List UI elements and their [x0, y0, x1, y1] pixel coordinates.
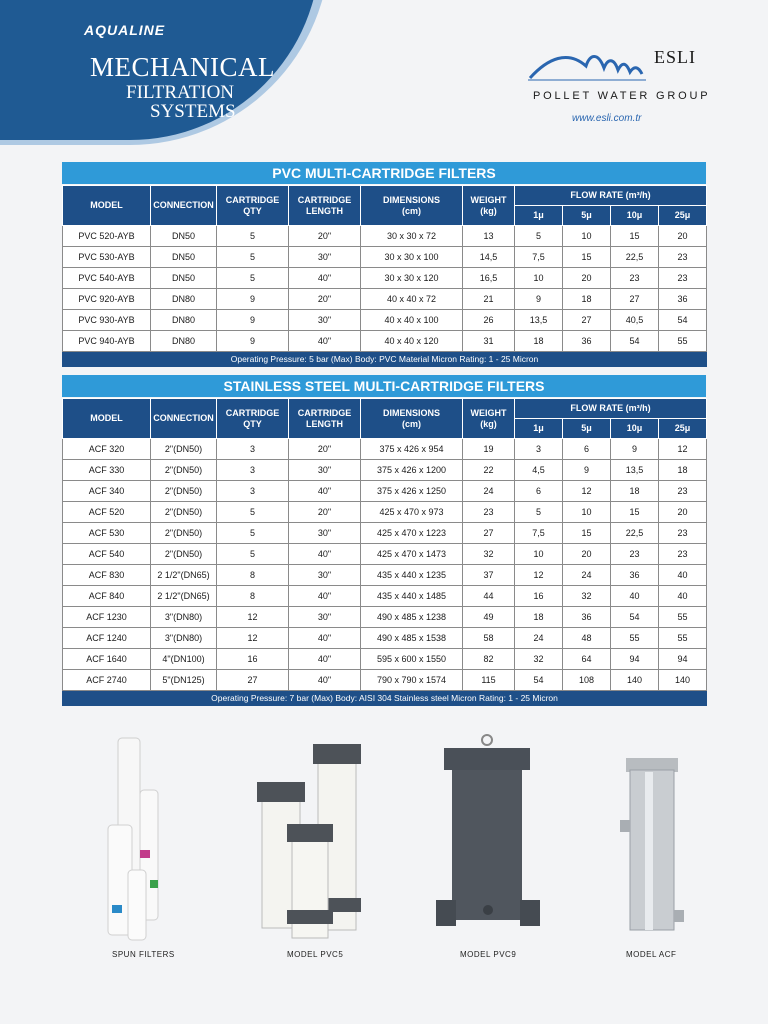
cell-flow-25u: 140 — [659, 670, 707, 691]
col-flow-10u: 10μ — [611, 419, 659, 439]
cell-cartridge-length: 40" — [289, 481, 361, 502]
cell-cartridge-length: 40" — [289, 649, 361, 670]
esli-wave-icon — [528, 44, 648, 84]
table-row — [63, 502, 707, 523]
ss-table-footer: Operating Pressure: 7 bar (Max) Body: AISI 304 Stainless steel Micron Rating: 1 - 25 Micron — [63, 691, 707, 706]
cell-model: ACF 520 — [63, 502, 151, 523]
pvc-filters-table — [62, 185, 707, 367]
cell-dimensions: 425 x 470 x 1223 — [361, 523, 463, 544]
col-weight: WEIGHT (kg) — [463, 186, 515, 226]
cell-cartridge-qty: 9 — [217, 310, 289, 331]
cell-model: ACF 320 — [63, 439, 151, 460]
cell-cartridge-qty: 5 — [217, 523, 289, 544]
cell-weight: 32 — [463, 544, 515, 565]
cell-cartridge-length: 40" — [289, 670, 361, 691]
ss-filters-table — [62, 398, 707, 706]
cell-flow-25u: 20 — [659, 502, 707, 523]
cell-flow-5u: 108 — [563, 670, 611, 691]
cell-flow-25u: 12 — [659, 439, 707, 460]
col-flow-5u: 5μ — [563, 419, 611, 439]
model-acf-image — [620, 758, 684, 930]
cell-flow-5u: 24 — [563, 565, 611, 586]
table-row — [63, 628, 707, 649]
cell-flow-5u: 15 — [563, 247, 611, 268]
cell-model: ACF 2740 — [63, 670, 151, 691]
col-cartridge-qty: CARTRIDGE QTY — [217, 399, 289, 439]
table-row — [63, 670, 707, 691]
cell-connection: DN80 — [151, 289, 217, 310]
cell-flow-10u: 13,5 — [611, 460, 659, 481]
cell-weight: 23 — [463, 502, 515, 523]
cell-flow-10u: 18 — [611, 481, 659, 502]
cell-flow-25u: 36 — [659, 289, 707, 310]
model-pvc9-image — [436, 735, 540, 926]
cell-connection: 2 1/2"(DN65) — [151, 565, 217, 586]
cell-model: ACF 1640 — [63, 649, 151, 670]
col-flow-1u: 1μ — [515, 206, 563, 226]
cell-cartridge-qty: 5 — [217, 247, 289, 268]
cell-flow-10u: 27 — [611, 289, 659, 310]
pvc-table-footer: Operating Pressure: 5 bar (Max) Body: PVC Material Micron Rating: 1 - 25 Micron — [63, 352, 707, 367]
cell-cartridge-qty: 12 — [217, 607, 289, 628]
table-row — [63, 586, 707, 607]
col-cartridge-qty: CARTRIDGE QTY — [217, 186, 289, 226]
cell-flow-5u: 32 — [563, 586, 611, 607]
cell-flow-10u: 54 — [611, 607, 659, 628]
cell-connection: 2"(DN50) — [151, 460, 217, 481]
cell-model: ACF 340 — [63, 481, 151, 502]
cell-flow-1u: 5 — [515, 226, 563, 247]
cell-flow-25u: 23 — [659, 544, 707, 565]
spun-filters-image — [108, 738, 158, 940]
cell-cartridge-qty: 8 — [217, 565, 289, 586]
website-link[interactable]: www.esli.com.tr — [572, 113, 642, 124]
cell-weight: 26 — [463, 310, 515, 331]
cell-flow-1u: 54 — [515, 670, 563, 691]
col-cartridge-length: CARTRIDGE LENGTH — [289, 399, 361, 439]
cell-flow-1u: 3 — [515, 439, 563, 460]
cell-flow-10u: 15 — [611, 502, 659, 523]
cell-flow-10u: 140 — [611, 670, 659, 691]
cell-flow-5u: 6 — [563, 439, 611, 460]
cell-cartridge-qty: 5 — [217, 226, 289, 247]
cell-connection: 2"(DN50) — [151, 544, 217, 565]
cell-dimensions: 40 x 40 x 120 — [361, 331, 463, 352]
cell-dimensions: 490 x 485 x 1538 — [361, 628, 463, 649]
caption-spun-filters: SPUN FILTERS — [112, 950, 175, 959]
cell-flow-25u: 55 — [659, 628, 707, 649]
cell-flow-10u: 23 — [611, 268, 659, 289]
cell-flow-1u: 18 — [515, 331, 563, 352]
cell-flow-1u: 10 — [515, 544, 563, 565]
model-pvc5-image — [257, 744, 361, 938]
cell-flow-10u: 9 — [611, 439, 659, 460]
cell-weight: 21 — [463, 289, 515, 310]
cell-model: ACF 1240 — [63, 628, 151, 649]
cell-weight: 58 — [463, 628, 515, 649]
cell-dimensions: 30 x 30 x 72 — [361, 226, 463, 247]
cell-dimensions: 435 x 440 x 1485 — [361, 586, 463, 607]
cell-flow-1u: 10 — [515, 268, 563, 289]
cell-model: PVC 930-AYB — [63, 310, 151, 331]
table-row — [63, 331, 707, 352]
cell-model: ACF 530 — [63, 523, 151, 544]
cell-cartridge-qty: 5 — [217, 544, 289, 565]
cell-flow-1u: 9 — [515, 289, 563, 310]
cell-model: ACF 540 — [63, 544, 151, 565]
cell-weight: 44 — [463, 586, 515, 607]
cell-flow-5u: 18 — [563, 289, 611, 310]
cell-cartridge-length: 30" — [289, 460, 361, 481]
cell-connection: 3"(DN80) — [151, 628, 217, 649]
cell-flow-25u: 18 — [659, 460, 707, 481]
cell-dimensions: 490 x 485 x 1238 — [361, 607, 463, 628]
cell-flow-5u: 27 — [563, 310, 611, 331]
cell-dimensions: 595 x 600 x 1550 — [361, 649, 463, 670]
cell-flow-10u: 15 — [611, 226, 659, 247]
col-model: MODEL — [63, 399, 151, 439]
cell-connection: 2"(DN50) — [151, 439, 217, 460]
cell-model: PVC 530-AYB — [63, 247, 151, 268]
cell-model: ACF 1230 — [63, 607, 151, 628]
table-row — [63, 289, 707, 310]
col-dimensions: DIMENSIONS (cm) — [361, 186, 463, 226]
cell-flow-1u: 18 — [515, 607, 563, 628]
cell-flow-10u: 23 — [611, 544, 659, 565]
cell-connection: DN50 — [151, 268, 217, 289]
cell-cartridge-length: 40" — [289, 331, 361, 352]
cell-cartridge-qty: 3 — [217, 481, 289, 502]
cell-model: PVC 520-AYB — [63, 226, 151, 247]
col-flow-25u: 25μ — [659, 206, 707, 226]
col-connection: CONNECTION — [151, 186, 217, 226]
cell-flow-5u: 10 — [563, 226, 611, 247]
cell-flow-10u: 36 — [611, 565, 659, 586]
cell-cartridge-qty: 5 — [217, 268, 289, 289]
cell-model: ACF 840 — [63, 586, 151, 607]
cell-cartridge-qty: 3 — [217, 460, 289, 481]
cell-cartridge-qty: 16 — [217, 649, 289, 670]
product-illustrations — [0, 730, 768, 950]
cell-flow-1u: 6 — [515, 481, 563, 502]
pvc-table-title: PVC MULTI-CARTRIDGE FILTERS — [62, 162, 706, 184]
table-row — [63, 268, 707, 289]
cell-flow-1u: 12 — [515, 565, 563, 586]
cell-cartridge-length: 30" — [289, 565, 361, 586]
col-weight: WEIGHT (kg) — [463, 399, 515, 439]
caption-model-acf: MODEL ACF — [626, 950, 677, 959]
table-row — [63, 649, 707, 670]
cell-flow-1u: 13,5 — [515, 310, 563, 331]
col-flow-25u: 25μ — [659, 419, 707, 439]
cell-flow-5u: 10 — [563, 502, 611, 523]
cell-flow-5u: 20 — [563, 268, 611, 289]
cell-dimensions: 40 x 40 x 100 — [361, 310, 463, 331]
table-row — [63, 607, 707, 628]
cell-flow-10u: 22,5 — [611, 247, 659, 268]
cell-flow-25u: 94 — [659, 649, 707, 670]
company-name: ESLI — [654, 47, 696, 67]
cell-flow-25u: 55 — [659, 607, 707, 628]
cell-dimensions: 425 x 470 x 1473 — [361, 544, 463, 565]
cell-cartridge-qty: 5 — [217, 502, 289, 523]
cell-cartridge-length: 20" — [289, 502, 361, 523]
cell-cartridge-qty: 27 — [217, 670, 289, 691]
table-row — [63, 523, 707, 544]
table-row — [63, 310, 707, 331]
col-model: MODEL — [63, 186, 151, 226]
cell-cartridge-length: 30" — [289, 523, 361, 544]
ss-table-title: STAINLESS STEEL MULTI-CARTRIDGE FILTERS — [62, 375, 706, 397]
table-row — [63, 481, 707, 502]
cell-flow-25u: 23 — [659, 247, 707, 268]
cell-cartridge-length: 40" — [289, 586, 361, 607]
cell-flow-10u: 40 — [611, 586, 659, 607]
cell-cartridge-length: 30" — [289, 310, 361, 331]
cell-model: PVC 920-AYB — [63, 289, 151, 310]
col-flow-rate: FLOW RATE (m³/h) — [515, 399, 707, 419]
cell-weight: 49 — [463, 607, 515, 628]
cell-cartridge-qty: 3 — [217, 439, 289, 460]
cell-cartridge-length: 40" — [289, 628, 361, 649]
cell-flow-10u: 22,5 — [611, 523, 659, 544]
cell-dimensions: 435 x 440 x 1235 — [361, 565, 463, 586]
cell-connection: 2"(DN50) — [151, 481, 217, 502]
cell-connection: DN50 — [151, 247, 217, 268]
cell-cartridge-length: 20" — [289, 439, 361, 460]
cell-cartridge-length: 30" — [289, 607, 361, 628]
col-flow-rate: FLOW RATE (m³/h) — [515, 186, 707, 206]
page-title-line2: FILTRATION — [126, 82, 235, 103]
cell-connection: 2 1/2"(DN65) — [151, 586, 217, 607]
cell-connection: 4"(DN100) — [151, 649, 217, 670]
cell-flow-10u: 54 — [611, 331, 659, 352]
cell-flow-5u: 20 — [563, 544, 611, 565]
cell-connection: DN80 — [151, 310, 217, 331]
table-row — [63, 439, 707, 460]
cell-connection: DN80 — [151, 331, 217, 352]
cell-dimensions: 375 x 426 x 1200 — [361, 460, 463, 481]
cell-dimensions: 375 x 426 x 1250 — [361, 481, 463, 502]
cell-weight: 37 — [463, 565, 515, 586]
cell-dimensions: 790 x 790 x 1574 — [361, 670, 463, 691]
cell-cartridge-length: 20" — [289, 226, 361, 247]
cell-flow-25u: 40 — [659, 565, 707, 586]
cell-flow-1u: 32 — [515, 649, 563, 670]
cell-dimensions: 40 x 40 x 72 — [361, 289, 463, 310]
table-row — [63, 226, 707, 247]
cell-model: ACF 830 — [63, 565, 151, 586]
cell-flow-5u: 36 — [563, 607, 611, 628]
aqualine-logo: AQUALINE — [84, 22, 166, 38]
caption-model-pvc9: MODEL PVC9 — [460, 950, 517, 959]
cell-dimensions: 30 x 30 x 120 — [361, 268, 463, 289]
cell-connection: 2"(DN50) — [151, 502, 217, 523]
cell-weight: 19 — [463, 439, 515, 460]
col-flow-10u: 10μ — [611, 206, 659, 226]
cell-flow-5u: 15 — [563, 523, 611, 544]
table-row — [63, 460, 707, 481]
cell-weight: 115 — [463, 670, 515, 691]
cell-flow-25u: 20 — [659, 226, 707, 247]
cell-flow-25u: 23 — [659, 523, 707, 544]
page-title-line1: MECHANICAL — [90, 52, 275, 82]
cell-flow-1u: 7,5 — [515, 523, 563, 544]
cell-weight: 13 — [463, 226, 515, 247]
cell-model: PVC 940-AYB — [63, 331, 151, 352]
cell-weight: 24 — [463, 481, 515, 502]
col-dimensions: DIMENSIONS (cm) — [361, 399, 463, 439]
cell-flow-25u: 40 — [659, 586, 707, 607]
cell-model: PVC 540-AYB — [63, 268, 151, 289]
col-cartridge-length: CARTRIDGE LENGTH — [289, 186, 361, 226]
col-flow-1u: 1μ — [515, 419, 563, 439]
cell-flow-25u: 55 — [659, 331, 707, 352]
cell-cartridge-length: 40" — [289, 268, 361, 289]
cell-weight: 16,5 — [463, 268, 515, 289]
cell-cartridge-length: 40" — [289, 544, 361, 565]
cell-weight: 14,5 — [463, 247, 515, 268]
col-flow-5u: 5μ — [563, 206, 611, 226]
cell-connection: 5"(DN125) — [151, 670, 217, 691]
cell-cartridge-qty: 8 — [217, 586, 289, 607]
cell-flow-5u: 36 — [563, 331, 611, 352]
cell-cartridge-qty: 9 — [217, 331, 289, 352]
cell-connection: 3"(DN80) — [151, 607, 217, 628]
cell-flow-10u: 55 — [611, 628, 659, 649]
cell-flow-1u: 7,5 — [515, 247, 563, 268]
cell-flow-5u: 12 — [563, 481, 611, 502]
caption-model-pvc5: MODEL PVC5 — [287, 950, 344, 959]
group-name: POLLET WATER GROUP — [533, 90, 711, 102]
cell-connection: DN50 — [151, 226, 217, 247]
cell-flow-25u: 54 — [659, 310, 707, 331]
cell-flow-1u: 24 — [515, 628, 563, 649]
cell-cartridge-qty: 12 — [217, 628, 289, 649]
table-row — [63, 565, 707, 586]
cell-weight: 31 — [463, 331, 515, 352]
cell-flow-1u: 16 — [515, 586, 563, 607]
cell-flow-25u: 23 — [659, 268, 707, 289]
cell-flow-10u: 94 — [611, 649, 659, 670]
cell-cartridge-length: 20" — [289, 289, 361, 310]
col-connection: CONNECTION — [151, 399, 217, 439]
cell-dimensions: 375 x 426 x 954 — [361, 439, 463, 460]
cell-dimensions: 30 x 30 x 100 — [361, 247, 463, 268]
cell-weight: 27 — [463, 523, 515, 544]
cell-model: ACF 330 — [63, 460, 151, 481]
cell-flow-1u: 4,5 — [515, 460, 563, 481]
table-row — [63, 247, 707, 268]
cell-cartridge-length: 30" — [289, 247, 361, 268]
cell-flow-5u: 64 — [563, 649, 611, 670]
cell-flow-5u: 9 — [563, 460, 611, 481]
table-row — [63, 544, 707, 565]
cell-flow-1u: 5 — [515, 502, 563, 523]
cell-weight: 22 — [463, 460, 515, 481]
cell-flow-5u: 48 — [563, 628, 611, 649]
page-title-line3: SYSTEMS — [150, 101, 236, 122]
cell-flow-10u: 40,5 — [611, 310, 659, 331]
cell-cartridge-qty: 9 — [217, 289, 289, 310]
cell-weight: 82 — [463, 649, 515, 670]
cell-connection: 2"(DN50) — [151, 523, 217, 544]
cell-flow-25u: 23 — [659, 481, 707, 502]
cell-dimensions: 425 x 470 x 973 — [361, 502, 463, 523]
